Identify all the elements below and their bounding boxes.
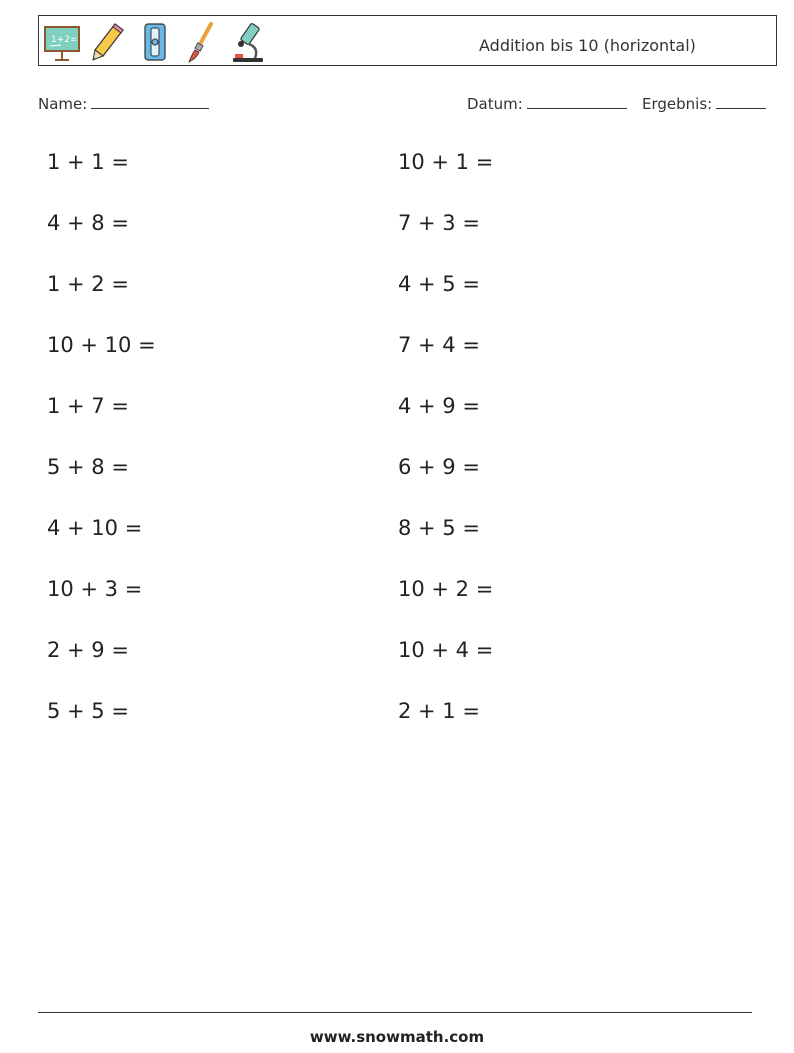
problem-item: 10 + 2 = xyxy=(398,577,494,601)
problem-item: 10 + 1 = xyxy=(398,150,494,174)
problem-item: 5 + 8 = xyxy=(47,455,129,479)
chalkboard-icon xyxy=(41,20,83,64)
footer-divider xyxy=(38,1012,752,1013)
chalkboard-text: 1+2= xyxy=(51,35,78,45)
problem-item: 10 + 3 = xyxy=(47,577,143,601)
result-field[interactable] xyxy=(642,94,766,113)
problem-item: 8 + 5 = xyxy=(398,516,480,540)
name-field[interactable] xyxy=(38,94,209,113)
date-line[interactable] xyxy=(527,94,627,109)
worksheet-header xyxy=(38,15,777,66)
problem-item: 7 + 4 = xyxy=(398,333,480,357)
problem-item: 6 + 9 = xyxy=(398,455,480,479)
problem-item: 10 + 10 = xyxy=(47,333,156,357)
date-field[interactable] xyxy=(467,94,627,113)
name-label: Name: xyxy=(38,95,88,113)
footer-url: www.snowmath.com xyxy=(309,1028,485,1046)
problem-item: 10 + 4 = xyxy=(398,638,494,662)
paintbrush-icon xyxy=(181,20,223,64)
problem-item: 1 + 1 = xyxy=(47,150,129,174)
microscope-icon xyxy=(227,20,269,64)
problem-item: 4 + 9 = xyxy=(398,394,480,418)
pencil-icon xyxy=(89,20,131,64)
name-line[interactable] xyxy=(91,94,209,109)
worksheet-title: Addition bis 10 (horizontal) xyxy=(479,36,696,55)
result-label: Ergebnis: xyxy=(642,95,713,113)
problem-item: 1 + 7 = xyxy=(47,394,129,418)
problem-item: 7 + 3 = xyxy=(398,211,480,235)
problem-item: 2 + 1 = xyxy=(398,699,480,723)
problem-item: 4 + 5 = xyxy=(398,272,480,296)
problem-item: 5 + 5 = xyxy=(47,699,129,723)
result-line[interactable] xyxy=(716,94,766,109)
sharpener-icon xyxy=(135,20,177,64)
problem-item: 1 + 2 = xyxy=(47,272,129,296)
problem-item: 2 + 9 = xyxy=(47,638,129,662)
problem-item: 4 + 8 = xyxy=(47,211,129,235)
date-label: Datum: xyxy=(467,95,523,113)
problem-item: 4 + 10 = xyxy=(47,516,143,540)
